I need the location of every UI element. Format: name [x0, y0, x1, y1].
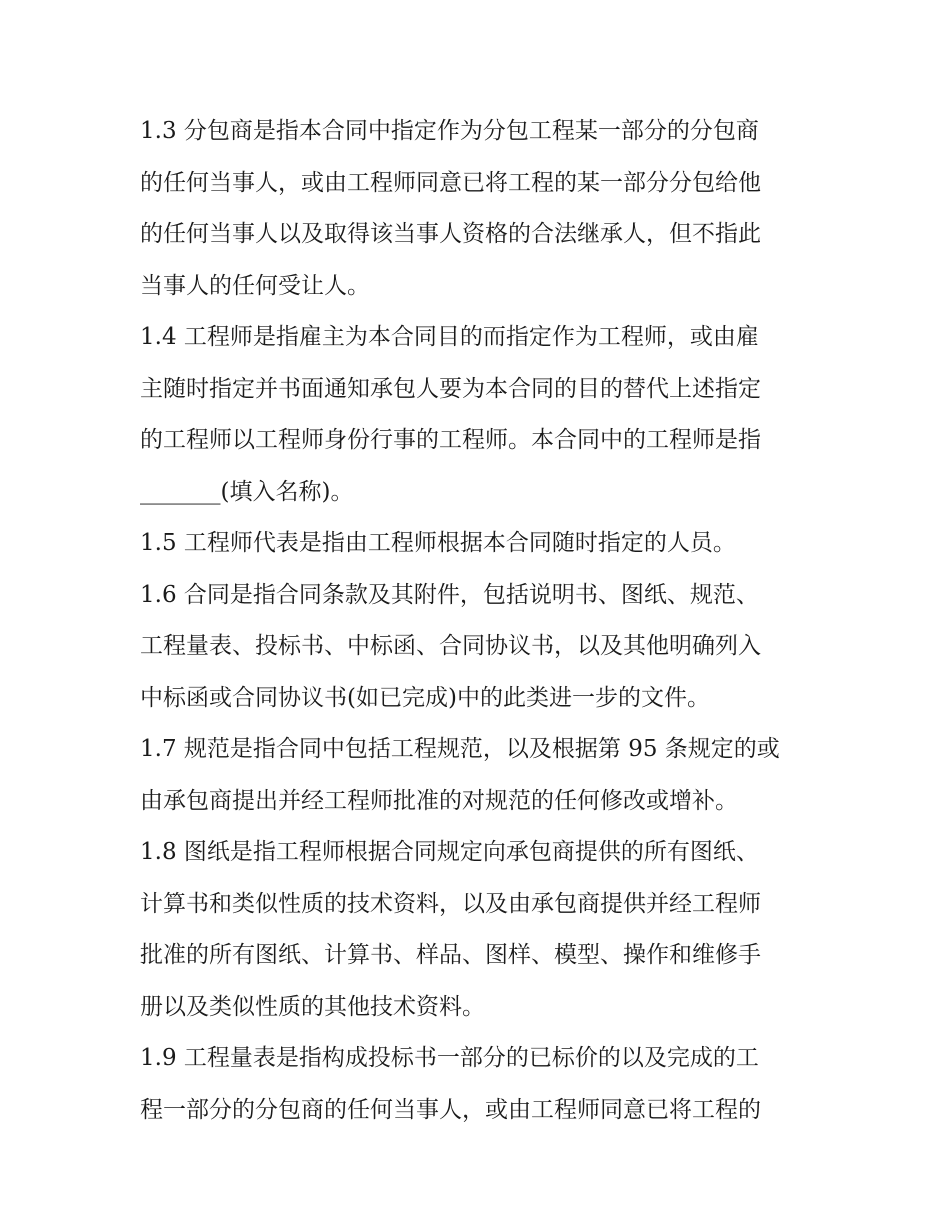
text-line: _______(填入名称)。: [140, 478, 354, 505]
text-line: 1.7 规范是指合同中包括工程规范，以及根据第 95 条规定的或: [140, 736, 780, 762]
text-line: 当事人的任何受让人。: [140, 272, 370, 299]
text-line: 的任何当事人以及取得该当事人资格的合法继承人，但不指此: [140, 221, 761, 247]
text-line: 批准的所有图纸、计算书、样品、图样、模型、操作和维修手: [140, 942, 761, 968]
document-body: [140, 106, 815, 1136]
text-line: 程一部分的分包商的任何当事人，或由工程师同意已将工程的: [140, 1096, 761, 1123]
text-line: 1.9 工程量表是指构成投标书一部分的已标价的以及完成的工: [140, 1045, 759, 1071]
text-line: 的工程师以工程师身份行事的工程师。本合同中的工程师是指: [140, 427, 761, 453]
text-line: 1.4 工程师是指雇主为本合同目的而指定作为工程师，或由雇: [140, 324, 759, 350]
text-line: 1.3 分包商是指本合同中指定作为分包工程某一部分的分包商: [140, 118, 759, 144]
text-line: 册以及类似性质的其他技术资料。: [140, 993, 485, 1020]
text-line: 主随时指定并书面通知承包人要为本合同的目的替代上述指定: [140, 375, 761, 402]
text-line: 计算书和类似性质的技术资料，以及由承包商提供并经工程师: [140, 890, 761, 917]
text-line: 1.6 合同是指合同条款及其附件，包括说明书、图纸、规范、: [140, 581, 759, 608]
text-line: 1.5 工程师代表是指由工程师根据本合同随时指定的人员。: [140, 530, 736, 556]
text-line: 的任何当事人，或由工程师同意已将工程的某一部分分包给他: [140, 169, 761, 196]
text-line: 中标函或合同协议书(如已完成)中的此类进一步的文件。: [140, 684, 710, 711]
text-line: 1.8 图纸是指工程师根据合同规定向承包商提供的所有图纸、: [140, 839, 759, 865]
text-line: 工程量表、投标书、中标函、合同协议书，以及其他明确列入: [140, 633, 761, 659]
text-line: 由承包商提出并经工程师批准的对规范的任何修改或增补。: [140, 787, 738, 814]
